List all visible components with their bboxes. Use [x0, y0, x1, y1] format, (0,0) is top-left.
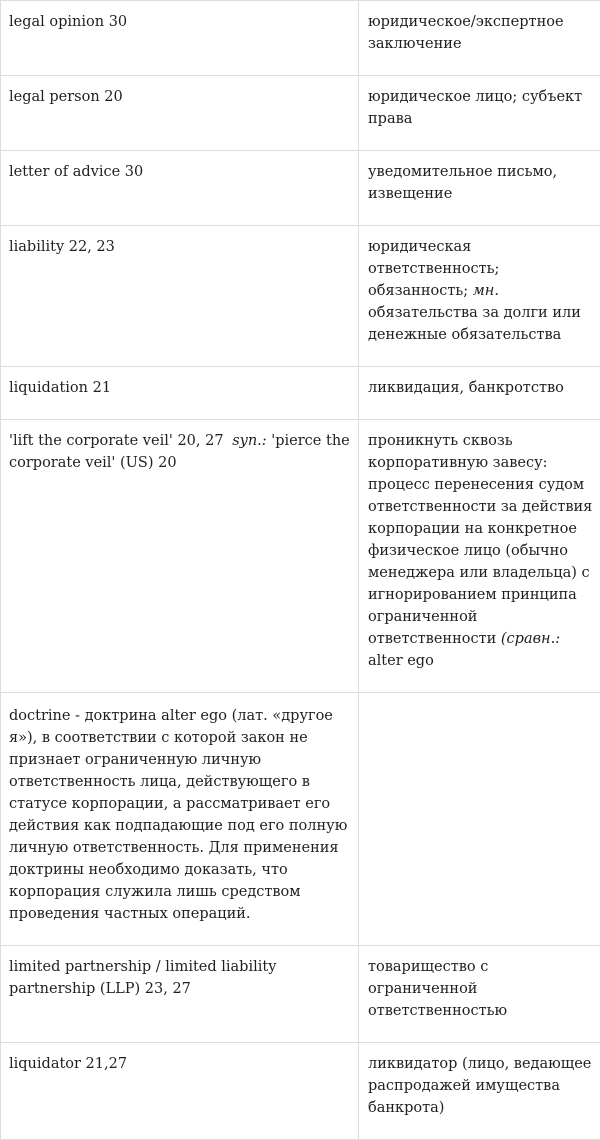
abbreviation: мн.	[473, 283, 499, 299]
term-cell: legal opinion 30	[1, 1, 359, 76]
table-row	[1, 226, 600, 367]
table-row	[1, 76, 600, 151]
translation-text: юридическая ответственность; обязанность;	[368, 239, 499, 299]
synonym-label: syn.:	[232, 433, 266, 449]
term-text: 'lift the corporate veil' 20, 27	[9, 433, 224, 449]
translation-cell: товарищество с ограниченной ответственностью	[359, 946, 600, 1043]
term-cell: liquidation 21	[1, 367, 359, 420]
term-cell: legal person 20	[1, 76, 359, 151]
table-row	[1, 420, 600, 693]
table-row	[1, 1043, 600, 1140]
translation-cell: уведомительное письмо, извещение	[359, 151, 600, 226]
translation-text: обязательства за долги или денежные обязательства	[368, 305, 581, 343]
translation-cell: юридическое лицо; субъект права	[359, 76, 600, 151]
translation-cell: юридическое/экспертное заключение	[359, 1, 600, 76]
term-cell: limited partnership / limited liability partnership (LLP) 23, 27	[1, 946, 359, 1043]
table-row	[1, 1, 600, 76]
term-cell: letter of advice 30	[1, 151, 359, 226]
translation-cell	[359, 226, 600, 367]
reference-label: (сравн.:	[501, 631, 560, 647]
translation-cell: ликвидация, банкротство	[359, 367, 600, 420]
term-cell: liquidator 21,27	[1, 1043, 359, 1140]
translation-cell: ликвидатор (лицо, ведающее распродажей имущества банкрота)	[359, 1043, 600, 1140]
translation-text: проникнуть сквозь корпоративную завесу: процесс перенесения судом ответственности за действия корпорации на конкретное физическое лицо (обычно менеджера или владельца) с игнорированием принципа ограниченной ответственности	[368, 433, 592, 647]
table-row	[1, 946, 600, 1043]
synonym-text: 'pierce the corporate veil' (US) 20	[9, 433, 350, 471]
term-cell	[1, 420, 359, 693]
translation-cell	[359, 693, 600, 946]
table-row	[1, 693, 600, 946]
term-cell: liability 22, 23	[1, 226, 359, 367]
table-row	[1, 367, 600, 420]
term-cell: doctrine - доктрина alter ego (лат. «другое я»), в соответствии с которой закон не признает ограниченную личную ответственность лица, действующего в статусе корпорации, а рассматривает его действия как подпадающие под его полную личную ответственность. Для применения доктрины необходимо доказать, что корпорация служила лишь средством проведения частных операций.	[1, 693, 359, 946]
translation-cell	[359, 420, 600, 693]
table-row	[1, 151, 600, 226]
reference-text: alter ego	[368, 653, 434, 669]
